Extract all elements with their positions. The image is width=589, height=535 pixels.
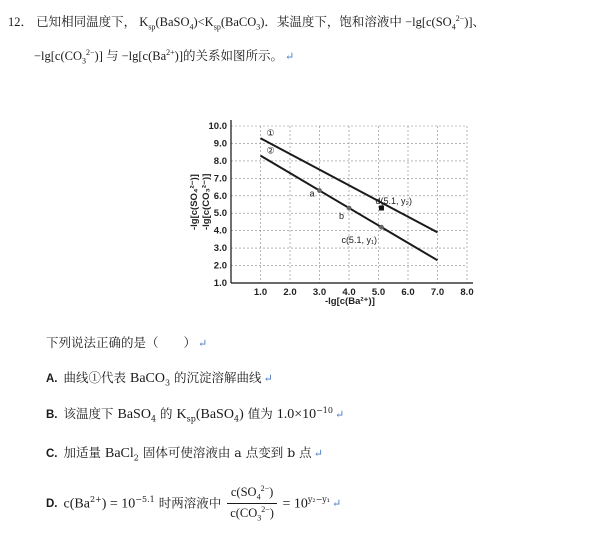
question-mid-text: )．某温度下，饱和溶液中 — [260, 15, 402, 30]
question-intro: 已知相同温度下， — [36, 15, 137, 30]
dissolution-curve-chart — [185, 100, 485, 310]
option-d-exp: −5.1 — [135, 495, 155, 505]
option-d-c-post: ) = 10 — [101, 496, 136, 512]
option-d-eq: = 10 — [278, 496, 308, 512]
option-d-mid: 时两溶液中 — [154, 495, 226, 511]
return-mark-icon: ↵ — [263, 372, 273, 385]
option-b[interactable] — [46, 406, 344, 424]
option-a[interactable] — [46, 370, 273, 388]
x-tick-label: 2.0 — [283, 287, 297, 298]
option-b-mid: 的 — [156, 406, 177, 422]
baco3-formula: (BaCO — [220, 15, 257, 30]
ba-sup: 2+ — [166, 48, 175, 57]
question-line-1 — [8, 14, 485, 32]
y-tick-label: 9.0 — [213, 138, 227, 150]
ksp-sub: sp — [148, 22, 156, 32]
option-d-c-sup: 2+ — [89, 495, 102, 505]
option-a-text-pre: 曲线①代表 — [63, 370, 130, 385]
option-d-den-sup: 2− — [261, 505, 270, 515]
neg-lg-ba: −lg[c(Ba — [121, 49, 167, 64]
y-tick-label: 3.0 — [213, 243, 227, 255]
option-b-label: B. — [46, 409, 58, 422]
so4-sup: 2− — [455, 14, 465, 23]
option-a-text-post: 的沉淀溶解曲线 — [170, 370, 262, 385]
x-tick-label: 7.0 — [430, 287, 445, 298]
option-d-eq-sup: y₂−y₁ — [307, 495, 331, 505]
option-d-den-sub: 3 — [257, 513, 262, 523]
option-b-formula-sub: 4 — [150, 414, 157, 424]
neg-lg-so4: −lg[c(SO — [405, 15, 452, 30]
y-tick-label: 5.0 — [213, 208, 227, 220]
option-b-value-exp: −10 — [316, 406, 333, 415]
co3-sub: 3 — [82, 56, 87, 66]
question-line-2 — [34, 48, 294, 66]
neg-lg-ba-close: )] — [174, 49, 183, 64]
option-b-paren: (BaSO — [195, 407, 234, 423]
option-d-num-post: ) — [269, 485, 274, 500]
y-tick-label: 10.0 — [208, 121, 227, 132]
option-b-paren-close: ) — [239, 407, 244, 423]
return-mark-icon: ↵ — [285, 51, 295, 64]
chart-point-label-d: d(5.1, y₂) — [375, 195, 412, 206]
y-tick-label: 6.0 — [213, 190, 227, 202]
option-d-num-pre: c(SO — [230, 485, 257, 500]
chart-point-d — [379, 205, 384, 210]
y-tick-label: 2.0 — [213, 260, 227, 272]
return-mark-icon: ↵ — [332, 497, 342, 511]
option-b-k: K — [176, 407, 187, 423]
chart-point-label-b: b — [339, 210, 345, 221]
option-d[interactable] — [46, 484, 341, 524]
ksp-less-than: )<K — [193, 15, 214, 30]
option-d-den-pre: c(CO — [230, 506, 258, 521]
chart-point-a — [317, 188, 322, 193]
y-tick-label: 4.0 — [213, 225, 227, 237]
option-a-formula-sub: 3 — [164, 378, 171, 388]
x-tick-label: 5.0 — [371, 287, 386, 298]
return-mark-icon: ↵ — [313, 447, 323, 460]
option-b-k-sub: sp — [186, 414, 196, 424]
option-c-text-pre: 加适量 — [63, 445, 105, 460]
y-tick-label: 1.0 — [213, 278, 227, 289]
baso4-sub: 4 — [189, 22, 194, 32]
option-b-formula: BaSO — [117, 407, 151, 423]
option-c-label: C. — [46, 448, 58, 460]
chart-point-label-c: c(5.1, y₁) — [341, 235, 377, 246]
series-label-1: ① — [266, 128, 275, 139]
co3-sup: 2− — [86, 48, 95, 57]
option-d-numerator — [227, 484, 277, 504]
option-d-denominator — [227, 504, 277, 523]
chart-axes — [209, 120, 474, 298]
chart-point-c — [379, 225, 384, 230]
y-tick-label: 8.0 — [213, 155, 227, 167]
prompt-text: 下列说法正确的是（ ） — [46, 335, 197, 350]
option-b-paren-sub: 4 — [233, 414, 240, 424]
option-b-val-pre: 值为 — [243, 406, 277, 422]
option-d-num-sup: 2− — [260, 484, 270, 493]
x-axis-label: -lg[c(Ba²⁺)] — [325, 296, 375, 307]
chart-point-b — [347, 206, 352, 211]
return-mark-icon: ↵ — [198, 337, 208, 350]
y-axis-label-co3: -lg[c(CO₃²⁻)] — [201, 173, 212, 230]
question-prompt — [46, 335, 207, 350]
option-c-formula-sub: 2 — [133, 453, 139, 463]
question-tail: 的关系如图所示。 — [183, 49, 284, 64]
series-label-2: ② — [266, 145, 275, 156]
baso4-formula: (BaSO — [155, 15, 190, 30]
y-axis-label-so4: -lg[c(SO₄²⁻)] — [189, 174, 200, 230]
neg-lg-co3: −lg[c(CO — [34, 49, 83, 64]
option-d-label: D. — [46, 498, 58, 511]
so4-sub: 4 — [451, 22, 456, 32]
option-a-label: A. — [46, 373, 58, 385]
option-d-c-pre: c(Ba — [63, 496, 90, 512]
x-tick-label: 6.0 — [401, 287, 415, 298]
option-c-formula: BaCl — [104, 446, 134, 461]
return-mark-icon: ↵ — [334, 408, 345, 422]
ksp-sub-2: sp — [213, 22, 221, 32]
ksp-symbol: K — [139, 15, 149, 30]
option-d-fraction — [227, 484, 277, 524]
y-tick-label: 7.0 — [213, 173, 227, 185]
chart-point-label-a: a — [309, 188, 315, 199]
x-tick-label: 3.0 — [312, 287, 327, 298]
baco3-sub: 3 — [256, 22, 261, 32]
neg-lg-co3-close: )] — [94, 49, 103, 64]
option-b-text-pre: 该温度下 — [63, 406, 118, 422]
option-d-den-post: ) — [269, 506, 274, 521]
x-tick-label: 1.0 — [253, 287, 268, 298]
question-number: 12． — [8, 15, 34, 30]
x-tick-label: 4.0 — [342, 287, 356, 298]
option-c-text-post: 固体可使溶液由 a 点变到 b 点 — [138, 445, 312, 460]
neg-lg-so4-close: )]、 — [464, 15, 486, 30]
option-b-value: 1.0×10 — [276, 407, 317, 423]
option-d-num-sub: 4 — [256, 492, 261, 502]
x-tick-label: 8.0 — [460, 287, 474, 298]
option-a-formula: BaCO — [129, 371, 165, 386]
option-c[interactable] — [46, 445, 323, 463]
conj-yu: 与 — [105, 49, 119, 64]
